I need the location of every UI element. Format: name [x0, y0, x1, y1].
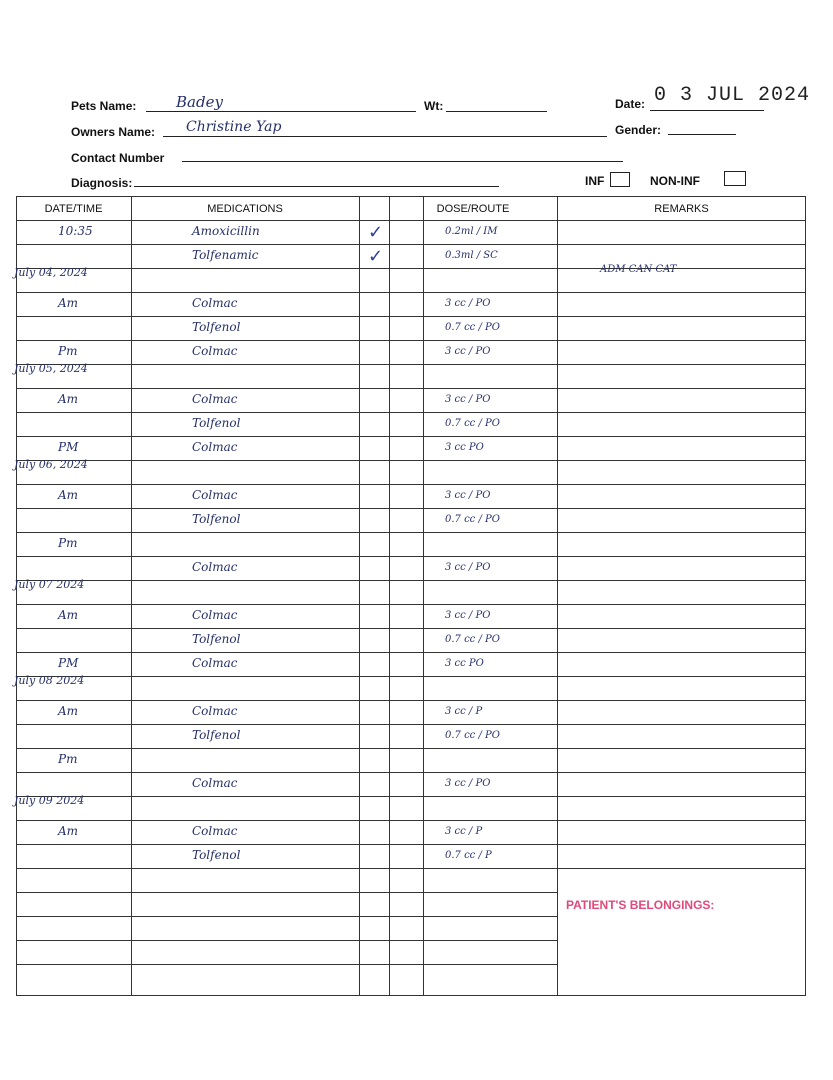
row-rule: [16, 652, 806, 653]
row-datetime[interactable]: Am: [58, 704, 79, 718]
row-dose[interactable]: 0.7 cc / PO: [445, 322, 500, 333]
row-remark[interactable]: ADM CAN CAT: [600, 264, 677, 275]
row-rule: [16, 556, 806, 557]
row-dose[interactable]: 3 cc PO: [445, 658, 484, 669]
row-dose[interactable]: 3 cc / PO: [445, 298, 491, 309]
row-rule: [16, 436, 806, 437]
row-dose[interactable]: 3 cc / PO: [445, 394, 491, 405]
owners-name-value[interactable]: Christine Yap: [186, 119, 282, 135]
row-medication[interactable]: Tolfenamic: [192, 248, 259, 262]
row-rule: [16, 532, 806, 533]
row-datetime[interactable]: 10:35: [58, 224, 93, 238]
noninf-checkbox[interactable]: [724, 171, 746, 186]
row-rule: [16, 364, 806, 365]
contact-label: Contact Number: [71, 151, 165, 165]
row-rule: [16, 916, 557, 917]
row-datetime[interactable]: July 07 2024: [14, 578, 85, 591]
row-medication[interactable]: Colmac: [192, 608, 238, 622]
row-medication[interactable]: Colmac: [192, 296, 238, 310]
row-dose[interactable]: 0.7 cc / PO: [445, 514, 500, 525]
row-medication[interactable]: Colmac: [192, 656, 238, 670]
col-header-remarks: REMARKS: [654, 203, 709, 215]
owners-name-label: Owners Name:: [71, 125, 156, 139]
row-rule: [16, 628, 806, 629]
row-dose[interactable]: 3 cc / PO: [445, 610, 491, 621]
row-datetime[interactable]: Am: [58, 824, 79, 838]
row-check-icon[interactable]: ✓: [368, 246, 384, 267]
row-datetime[interactable]: PM: [58, 440, 79, 454]
row-rule: [16, 748, 806, 749]
row-datetime[interactable]: Am: [58, 296, 79, 310]
row-rule: [16, 388, 806, 389]
row-medication[interactable]: Colmac: [192, 704, 238, 718]
row-datetime[interactable]: July 04, 2024: [14, 266, 88, 279]
row-rule: [16, 316, 806, 317]
row-rule: [16, 220, 806, 221]
row-rule: [16, 580, 806, 581]
row-medication[interactable]: Tolfenol: [192, 416, 241, 430]
row-datetime[interactable]: Am: [58, 488, 79, 502]
row-rule: [16, 892, 557, 893]
row-dose[interactable]: 3 cc / PO: [445, 562, 491, 573]
wt-label: Wt:: [424, 99, 444, 113]
row-rule: [16, 820, 806, 821]
row-datetime[interactable]: Pm: [58, 536, 78, 550]
row-dose[interactable]: 0.7 cc / PO: [445, 418, 500, 429]
gender-label: Gender:: [615, 123, 662, 137]
row-rule: [16, 772, 806, 773]
date-line: [650, 110, 764, 111]
row-medication[interactable]: Colmac: [192, 776, 238, 790]
row-dose[interactable]: 3 cc / P: [445, 826, 483, 837]
row-dose[interactable]: 0.2ml / IM: [445, 226, 498, 237]
owners-name-line: [163, 136, 607, 137]
row-medication[interactable]: Colmac: [192, 488, 238, 502]
date-label: Date:: [615, 97, 646, 111]
noninf-label: NON-INF: [650, 174, 700, 188]
row-rule: [16, 700, 806, 701]
row-rule: [16, 844, 806, 845]
pets-name-label: Pets Name:: [71, 99, 137, 113]
row-dose[interactable]: 0.7 cc / P: [445, 850, 492, 861]
pets-name-value[interactable]: Badey: [176, 93, 223, 111]
row-datetime[interactable]: Am: [58, 392, 79, 406]
row-medication[interactable]: Colmac: [192, 440, 238, 454]
col-header-medications: MEDICATIONS: [207, 203, 283, 215]
pets-name-line: [146, 111, 416, 112]
row-rule: [16, 340, 806, 341]
row-medication[interactable]: Tolfenol: [192, 632, 241, 646]
row-rule: [16, 460, 806, 461]
row-datetime[interactable]: Am: [58, 608, 79, 622]
col-header-dose: DOSE/ROUTE: [436, 203, 510, 215]
row-check-icon[interactable]: ✓: [368, 222, 384, 243]
row-dose[interactable]: 3 cc / PO: [445, 490, 491, 501]
row-medication[interactable]: Tolfenol: [192, 848, 241, 862]
row-rule: [16, 508, 806, 509]
contact-line: [182, 161, 623, 162]
row-rule: [16, 676, 806, 677]
diagnosis-label: Diagnosis:: [71, 176, 133, 190]
row-dose[interactable]: 0.3ml / SC: [445, 250, 498, 261]
row-datetime[interactable]: Pm: [58, 752, 78, 766]
row-datetime[interactable]: July 09 2024: [14, 794, 85, 807]
row-rule: [16, 292, 806, 293]
row-rule: [16, 796, 806, 797]
row-dose[interactable]: 3 cc / PO: [445, 778, 491, 789]
row-dose[interactable]: 3 cc / PO: [445, 346, 491, 357]
row-medication[interactable]: Colmac: [192, 560, 238, 574]
row-datetime[interactable]: July 06, 2024: [14, 458, 88, 471]
row-rule: [16, 604, 806, 605]
row-medication[interactable]: Tolfenol: [192, 512, 241, 526]
inf-checkbox[interactable]: [610, 172, 630, 187]
inf-label: INF: [585, 174, 605, 188]
row-medication[interactable]: Colmac: [192, 392, 238, 406]
wt-line: [446, 111, 547, 112]
patients-belongings-label: PATIENT'S BELONGINGS:: [566, 898, 715, 912]
row-rule: [16, 940, 557, 941]
row-dose[interactable]: 3 cc / P: [445, 706, 483, 717]
row-rule: [16, 268, 806, 269]
row-medication[interactable]: Colmac: [192, 824, 238, 838]
row-medication[interactable]: Tolfenol: [192, 320, 241, 334]
row-medication[interactable]: Colmac: [192, 344, 238, 358]
row-rule: [16, 412, 806, 413]
row-medication[interactable]: Amoxicillin: [192, 224, 260, 238]
row-medication[interactable]: Tolfenol: [192, 728, 241, 742]
row-rule: [16, 484, 806, 485]
row-dose[interactable]: 0.7 cc / PO: [445, 634, 500, 645]
row-rule: [16, 244, 806, 245]
row-dose[interactable]: 0.7 cc / PO: [445, 730, 500, 741]
row-datetime[interactable]: July 08 2024: [14, 674, 85, 687]
diagnosis-line: [134, 186, 499, 187]
row-datetime[interactable]: PM: [58, 656, 79, 670]
row-rule: [16, 868, 806, 869]
row-rule: [16, 964, 557, 965]
row-datetime[interactable]: Pm: [58, 344, 78, 358]
date-stamp: 0 3 JUL 2024: [654, 84, 811, 107]
gender-line: [668, 134, 736, 135]
col-header-datetime: DATE/TIME: [44, 203, 103, 215]
row-datetime[interactable]: July 05, 2024: [14, 362, 88, 375]
row-rule: [16, 724, 806, 725]
row-dose[interactable]: 3 cc PO: [445, 442, 484, 453]
